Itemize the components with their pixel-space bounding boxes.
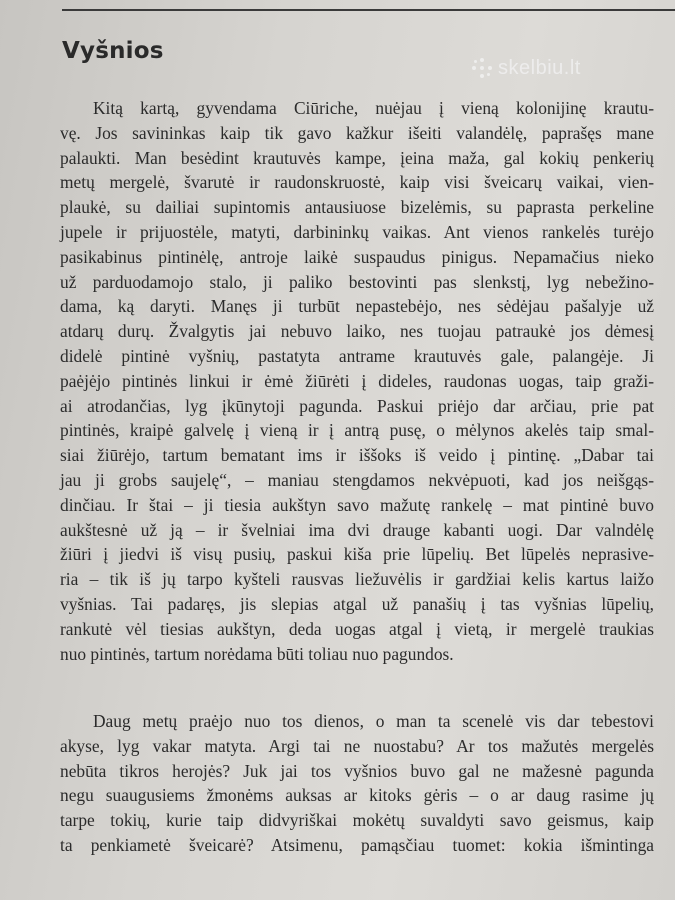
text-line: nuo pintinės, tartum norėdama būti toliau nuo pagundos. [60,643,454,664]
text-line: tarpe tokių, kurie taip didvyriškai mokėtų suvaldyti savo geismus, kaip [60,810,654,831]
text-line: ta penkiametė šveicarė? Atsimenu, pamąsčiau tuomet: kokia išmintinga [60,834,654,855]
text-line: rankutė vėl tiesias aukštyn, deda uogas atgal į vietą, ir mergelė traukias [60,618,654,639]
paragraph-1 [60,96,654,666]
text-line: paėjėjo pintinės linkui ir ėmė žiūrėti į dideles, raudonas uogas, taip graži- [60,370,654,391]
text-line: nebūta tikros herojės? Juk jai tos vyšnios buvo gal ne mažesnė pagunda [60,760,654,781]
text-line: akyse, lyg vakar matyta. Argi tai ne nuostabu? Ar tos mažutės mergelės [60,735,654,756]
paragraph-2 [60,709,654,858]
skelbiu-logo-icon [472,58,492,78]
watermark-text: skelbiu.lt [498,56,581,79]
text-line: pintinės, kraipė galvelę į vieną ir į antrą pusę, o mėlynos akelės taip smal- [60,420,654,441]
text-line: jau ji grobs saujelę“, – maniau stengdamos nekvėpuoti, kad jos neišgąs- [60,469,654,490]
header-rule [62,9,675,11]
watermark [472,56,581,80]
text-line: aukštesnė už ją – ir švelniai ima dvi drauge kabanti uogi. Dar valndėlę [60,519,654,540]
text-line: už parduodamojo stalo, ji paliko bestovinti pas slenkstį, lyg nebežino- [60,271,654,292]
text-line: vyšnias. Tai padaręs, jis slepias atgal už panašių į tas vyšnias lūpelių, [60,593,654,614]
text-line: Kitą kartą, gyvendama Ciūriche, nuėjau į vieną kolonijinę krautu- [93,98,654,118]
chapter-title: Vyšnios [62,38,164,64]
text-line: pasikabinus pintinėlę, antroje laikė suspaudus pinigus. Nepamačius nieko [60,246,654,267]
text-line: palaukti. Man besėdint krautuvės kampe, įeina maža, gal kokių penkerių [60,147,654,168]
text-line: vę. Jos savininkas kaip tik gavo kažkur išeiti valandėlę, paprašęs mane [60,122,654,143]
text-line: didelė pintinė vyšnių, pastatyta antrame krautuvės gale, palangėje. Ji [60,345,654,366]
text-line: jupele ir prijuostėle, matyti, darbininkų vaikas. Ant vienos rankelės turėjo [60,221,654,242]
text-line: žiūri į jiedvi iš visų pusių, paskui kiša prie lūpelių. Bet lūpelės neprasive- [60,544,654,565]
text-line: dama, ką daryti. Manęs ji turbūt nepastebėjo, nes sėdėjau pašalyje už [60,296,654,317]
text-line: plaukė, su dailiai supintomis antausiuose bizelėmis, su paprasta perkeline [60,197,654,218]
text-line: negu suaugusiems žmonėms auksas ar kitoks gėris – o ar daug rasime jų [60,785,654,806]
text-line: dinčiau. Ir štai – ji tiesia aukštyn savo mažutę rankelę – mat pintinė buvo [60,494,654,515]
text-line: ai atrodančias, lyg įkūnytoji pagunda. Paskui priėjo dar arčiau, prie pat [60,395,654,416]
text-line: ria – tik iš jų tarpo kyšteli rausvas liežuvėlis ir gardžiai kelis kartus laižo [60,569,654,590]
text-line: siai žiūrėjo, tartum bematant ims ir iššoks iš veido į pintinę. „Dabar tai [60,445,654,466]
text-line: Daug metų praėjo nuo tos dienos, o man ta scenelė vis dar tebestovi [93,711,654,731]
text-line: atdarų durų. Žvalgytis jai nebuvo laiko, nes tuojau patraukė jos dėmesį [60,321,654,342]
text-line: metų mergelė, švarutė ir raudonskruostė, kaip visi šveicarų vaikai, vien- [60,172,654,193]
